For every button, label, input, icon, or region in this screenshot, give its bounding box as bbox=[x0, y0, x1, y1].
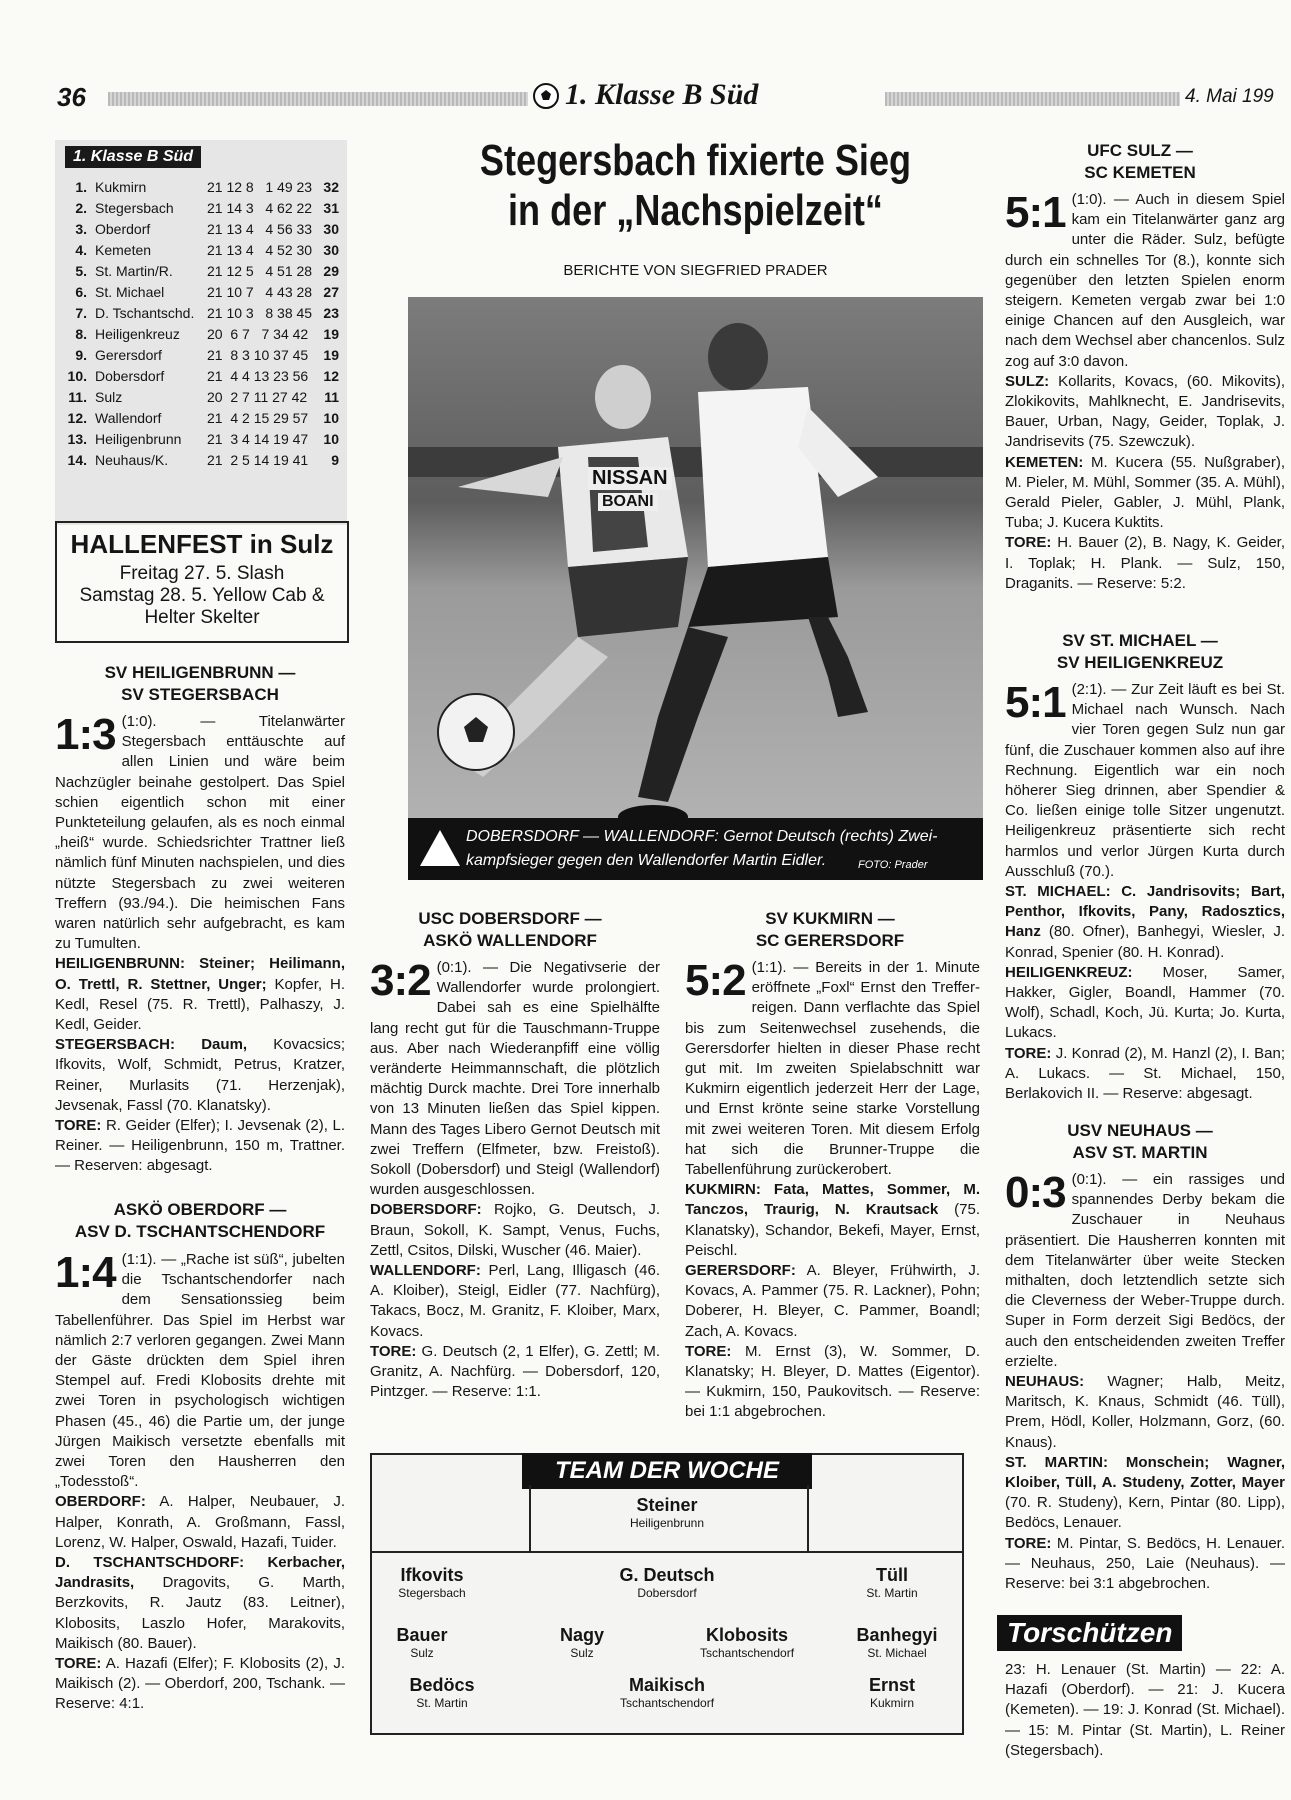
m3-goals: G. Deutsch (2, 1 Elfer), G. Zettl; M. Granitz, A. Nachfürg. — Dobersdorf, 120, Pintzger. — Reserve: 1:1. bbox=[370, 1342, 660, 1401]
caption-line2: kampfsieger gegen den Wallendorfer Martin Eidler. bbox=[466, 852, 827, 869]
m1-lineup2-bold: STEGERSBACH: Daum, bbox=[55, 1036, 248, 1054]
m1-text: (1:0). — Titelanwärter Stegersbach enttäuschte auf allen Linien und wäre beim Nachzügler beinahe gestolpert. Das Spiel schien eigentlich schon mit einer Punkteteilung gelaufen, als es noch einmal „heiß“ wurde. Schiedsrichter Trattner ließ nämlich fünf Minuten nachspielen, und dies nützte Stegersbach zu zwei weiteren Treffern (93./94.). Die heimischen Fans waren natürlich sehr aufgebracht, es kam zu Tumulten. bbox=[55, 713, 345, 953]
scorers-text: 23: H. Lenauer (St. Martin) — 22: A. Hazafi (Oberdorf). — 21: J. Kucera (Kemeten). — 19: J. Konrad (St. Michael). — 15: M. Pintar (St. Martin), L. Reiner (Stegersbach). bbox=[1005, 1661, 1285, 1759]
m1-lineup2: Kovacsics; Ifkovits, Wolf, Schmidt, Petrus, Kratzer, Reiner, Murlasits (71. Herzenjak), Jevsenak, Fassl (70. Klanatsky). bbox=[55, 1036, 345, 1114]
player-name: Bauer bbox=[396, 1625, 448, 1645]
m3-lineup2-bold: WALLENDORF: bbox=[370, 1262, 481, 1280]
table-row bbox=[65, 219, 339, 240]
team-stats: 21 13 4 4 52 30 bbox=[207, 242, 313, 258]
m1-lineup1-bold: HEILIGENBRUNN: Steiner; Heilimann, O. Trettl, R. Stettner, Unger; bbox=[55, 955, 345, 993]
m4-title2: SC GERERSDORF bbox=[755, 931, 905, 950]
player-club: Tschantschendorf bbox=[699, 1646, 795, 1660]
team-points: 30 bbox=[323, 221, 339, 237]
team-points: 10 bbox=[323, 431, 339, 447]
m1-header bbox=[55, 662, 345, 706]
m7-goals: M. Pintar, S. Bedöcs, H. Lenauer. — Neuhaus, 250, Laie (Neuhaus). — Reserve: bei 3:1 abgebrochen. bbox=[1005, 1534, 1285, 1593]
rank: 9. bbox=[75, 347, 87, 363]
player-name: Banhegyi bbox=[856, 1625, 938, 1645]
m7-title2: ASV ST. MARTIN bbox=[1072, 1143, 1208, 1162]
player-name: Maikisch bbox=[628, 1675, 706, 1695]
match-photo bbox=[408, 297, 983, 880]
rank: 11. bbox=[68, 389, 87, 405]
photo-sponsor-1: NISSAN bbox=[588, 467, 672, 490]
team-name: Kemeten bbox=[95, 242, 152, 258]
standings-title: 1. Klasse B Süd bbox=[65, 146, 201, 168]
team-name: Kukmirn bbox=[95, 179, 147, 195]
m7-article bbox=[1005, 1170, 1285, 1594]
m4-lineup2-bold: GERERSDORF: bbox=[685, 1262, 796, 1280]
m1-title2: SV STEGERSBACH bbox=[121, 685, 279, 704]
m2-article bbox=[55, 1250, 345, 1715]
m1-article bbox=[55, 712, 345, 1177]
player-club: Tschantschendorf bbox=[619, 1696, 715, 1710]
m1-lineup1: Kopfer, H. Kedl, Resel (75. R. Trettl), Palhaszy, J. Kedl, Geider. bbox=[55, 975, 345, 1034]
rank: 10. bbox=[67, 368, 87, 384]
m6-header bbox=[1005, 630, 1275, 674]
m5-title2: SC KEMETEN bbox=[1084, 163, 1196, 182]
team-name: Sulz bbox=[95, 389, 123, 405]
player-club: Stegersbach bbox=[398, 1586, 466, 1600]
player-club: St. Martin bbox=[866, 1586, 918, 1600]
m3-score: 3:2 bbox=[370, 956, 431, 1005]
m7-title1: USV NEUHAUS — bbox=[1067, 1121, 1213, 1140]
table-row bbox=[65, 450, 339, 471]
hallenfest-line2: Samstag 28. 5. Yellow Cab & bbox=[79, 585, 325, 606]
m5-goals-bold: TORE: bbox=[1005, 534, 1052, 552]
player-club: Sulz bbox=[570, 1646, 594, 1660]
m2-text: (1:1). — „Rache ist süß“, jubelten die Tschantschendorfer nach dem Sensationssieg beim Tabellenführer. Das Spiel im Herbst war nämlich 2:7 verloren gegangen. Zwei Mann der Gäste drückten dem Spiel ihren Stempel auf. Fredi Klobosits drehte mit zwei Toren in psychologisch wichtigen Phasen (45., 46) die Partie um, der junge Jürgen Maikisch versetzte ebenfalls mit zwei Toren den Hausherren den „Todesstoß“. bbox=[55, 1251, 345, 1491]
photo-caption bbox=[408, 818, 983, 880]
m5-title1: UFC SULZ — bbox=[1087, 141, 1193, 160]
headline-line2: in der „Nachspielzeit“ bbox=[508, 186, 883, 235]
m4-article bbox=[685, 958, 980, 1423]
player-name: G. Deutsch bbox=[619, 1565, 715, 1585]
header-rule-right bbox=[885, 92, 1180, 106]
player-name: Tüll bbox=[876, 1565, 908, 1585]
team-stats: 21 4 2 15 29 57 bbox=[207, 410, 309, 426]
hallenfest-title: HALLENFEST in Sulz bbox=[70, 529, 334, 559]
m7-lineup2: (70. R. Studeny), Kern, Pintar (80. Lipp), Bedöcs, Lenauer. bbox=[1005, 1494, 1285, 1532]
caption-line1: DOBERSDORF — WALLENDORF: Gernot Deutsch (rechts) Zwei- bbox=[466, 828, 938, 845]
team-points: 30 bbox=[323, 242, 339, 258]
table-row bbox=[65, 429, 339, 450]
team-points: 29 bbox=[323, 263, 339, 279]
player-name: Bedöcs bbox=[409, 1675, 475, 1695]
table-row bbox=[65, 387, 339, 408]
hallenfest-line3: Helter Skelter bbox=[144, 607, 260, 628]
m3-header bbox=[370, 908, 650, 952]
rank: 7. bbox=[75, 305, 87, 321]
team-name: Dobersdorf bbox=[95, 368, 165, 384]
m5-header bbox=[1005, 140, 1275, 184]
m7-text: (0:1). — ein rassiges und spannendes Derby bekam die Zuschauer in Neuhaus präsentiert. Die Hausherren konnten mit dem Titelanwärter über weite Stecken mithalten, doch letztendlich setzte sich die Cleverness der Weber-Truppe durch. Super in Form derzeit Sigi Bedöcs, der auch den entscheidenden zweiten Treffer erzielte. bbox=[1005, 1171, 1285, 1370]
m1-goals-bold: TORE: bbox=[55, 1117, 102, 1135]
team-points: 11 bbox=[324, 389, 339, 405]
team-name: Heiligenkreuz bbox=[95, 326, 180, 342]
team-name: Stegersbach bbox=[95, 200, 174, 216]
m7-lineup1: Wagner; Halb, Meitz, Maritsch, K. Knaus, Schmidt (46. Tüll), Prem, Hödl, Koller, Holzmann, Gorz, (60. Knaus). bbox=[1005, 1373, 1285, 1451]
m4-score: 5:2 bbox=[685, 956, 746, 1005]
m7-header bbox=[1005, 1120, 1275, 1164]
team-stats: 21 12 8 1 49 23 bbox=[207, 179, 313, 195]
scorers-title: Torschützen bbox=[997, 1615, 1182, 1651]
m5-lineup2-bold: KEMETEN: bbox=[1005, 453, 1084, 471]
byline: BERICHTE VON SIEGFRIED PRADER bbox=[563, 262, 828, 279]
m3-lineup2: Perl, Lang, Illigasch (46. A. Kloiber), Steigl, Eidler (77. Nachfürg), Takacs, Bocz, M. Granitz, F. Kloiber, Marx, Kovacs. bbox=[370, 1262, 660, 1340]
team-stats: 21 10 3 8 38 45 bbox=[207, 305, 313, 321]
headline-line1: Stegersbach fixierte Sieg bbox=[479, 136, 912, 185]
m4-header bbox=[685, 908, 975, 952]
team-points: 19 bbox=[323, 326, 339, 342]
player-name: Nagy bbox=[559, 1625, 604, 1645]
team-name: St. Martin/R. bbox=[95, 263, 173, 279]
player-name: Ernst bbox=[868, 1675, 915, 1695]
team-name: D. Tschantschd. bbox=[95, 305, 195, 321]
team-player bbox=[812, 1565, 972, 1600]
team-stats: 21 12 5 4 51 28 bbox=[207, 263, 313, 279]
m4-title1: SV KUKMIRN — bbox=[765, 909, 895, 928]
m6-text: (2:1). — Zur Zeit läuft es bei St. Michael nach Wunsch. Nach vier Toren gegen Sulz nun gar fünf, die Zuschauer kommen also auf ihre Rechnung. Eigentlich war ein noch höherer Sieg drinnen, aber Spendier & Co. ließen einige tolle Sitzer ungenutzt. Heiligenkreuz präsentierte sich recht harmlos und verlor Jürgen Kurta durch Ausschluß (70.). bbox=[1005, 681, 1285, 880]
m5-goals: H. Bauer (2), B. Nagy, K. Geider, I. Toplak; H. Plank. — Sulz, 150, Draganits. — Reserve: 5:2. bbox=[1005, 534, 1285, 592]
team-name: Gerersdorf bbox=[95, 347, 162, 363]
m4-goals-bold: TORE: bbox=[685, 1342, 732, 1360]
player-name: Klobosits bbox=[705, 1625, 788, 1645]
m3-lineup1: Rojko, G. Deutsch, J. Braun, Sokoll, K. Sampt, Venus, Fuchs, Zettl, Csitos, Dilski, Wuscher (46. Maier). bbox=[370, 1201, 660, 1259]
football-icon bbox=[532, 82, 560, 110]
team-name: St. Michael bbox=[95, 284, 165, 300]
team-stats: 21 14 3 4 62 22 bbox=[207, 200, 313, 216]
m6-lineup2: Moser, Samer, Hakker, Gigler, Boandl, Hammer (70. Wolf), Schadl, Koch, Jü. Kurta; Jo. Kurta, Lukacs. bbox=[1005, 963, 1285, 1042]
m7-lineup1-bold: NEUHAUS: bbox=[1005, 1373, 1085, 1391]
table-row bbox=[65, 198, 339, 219]
rank: 8. bbox=[75, 326, 87, 342]
m6-goals-bold: TORE: bbox=[1005, 1044, 1052, 1062]
m2-lineup2: Dragovits, G. Marth, Berzkovits, R. Jautz (83. Leitner), Klobosits, Laszlo Hofer, Marakovits, Maikisch (80. Bauer). bbox=[55, 1574, 345, 1652]
table-row bbox=[65, 261, 339, 282]
m7-goals-bold: TORE: bbox=[1005, 1534, 1052, 1552]
table-row bbox=[65, 345, 339, 366]
table-row bbox=[65, 324, 339, 345]
team-player bbox=[502, 1625, 662, 1660]
team-stats: 21 2 5 14 19 41 bbox=[207, 452, 309, 468]
m5-score: 5:1 bbox=[1005, 188, 1066, 237]
m3-article bbox=[370, 958, 660, 1402]
standings-table bbox=[55, 140, 347, 525]
m6-lineup1-bold: ST. MICHAEL: C. Jandrisovits; Bart, Penthor, Ifkovits, Pany, Radosztics, Hanz bbox=[1005, 883, 1285, 941]
rank: 13. bbox=[67, 431, 87, 447]
team-points: 9 bbox=[331, 452, 339, 468]
team-stats: 20 6 7 7 34 42 bbox=[207, 326, 309, 342]
team-stats: 21 8 3 10 37 45 bbox=[207, 347, 309, 363]
player-club: Kukmirn bbox=[869, 1696, 914, 1710]
team-name: Neuhaus/K. bbox=[95, 452, 169, 468]
hallenfest-line1: Freitag 27. 5. Slash bbox=[119, 563, 285, 584]
m5-lineup1: Kollarits, Kovacs, (60. Mikovits), Zlokikovits, Mahlknecht, E. Jandrisevits, Bauer, Urban, Nagy, Geider, Toplak, J. Jandrisevits (75. Szewczuk). bbox=[1005, 372, 1285, 451]
m4-text: (1:1). — Bereits in der 1. Minute eröffnete „Foxl“ Ernst den Trefferreigen. Dann verflachte das Spiel bis zum Seitenwechsel zusehends, die Gerersdorfer hielten in dieser Phase recht gut mit. Im zweiten Spielabschnitt war Kukmirn eigentlich jederzeit Herr der Lage, und Ernst krönte seine starke Vorstellung mit zwei weiteren Toren. Mit diesem Erfolg hat sich die Brunner-Truppe die Tabellenführung zurückerobert. bbox=[685, 959, 980, 1179]
issue-date: 4. Mai 199 bbox=[1185, 86, 1274, 107]
m7-lineup2-bold: ST. MARTIN: Monschein; Wagner, Kloiber, Tüll, A. Studeny, Zotter, Mayer bbox=[1005, 1453, 1285, 1492]
m7-score: 0:3 bbox=[1005, 1168, 1066, 1217]
table-row bbox=[65, 366, 339, 387]
team-points: 31 bbox=[323, 200, 339, 216]
m2-lineup2-bold: D. TSCHANTSCHDORF: Kerbacher, Jandrasits, bbox=[55, 1554, 345, 1592]
m2-lineup1: A. Halper, Neubauer, J. Halper, Konrath, A. Großmann, Fassl, Lorenz, W. Halper, Oswald, Hazafi, Tuider. bbox=[55, 1493, 345, 1551]
m6-score: 5:1 bbox=[1005, 678, 1066, 727]
header-rule-left bbox=[108, 92, 528, 106]
m5-article bbox=[1005, 190, 1285, 594]
team-player bbox=[667, 1625, 827, 1660]
m4-lineup2: A. Bleyer, Frühwirth, J. Kovacs, A. Pammer (75. R. Lackner), Pohn; Doberer, H. Bleyer, C. Pammer, Boandl; Zach, A. Kovacs. bbox=[685, 1262, 980, 1340]
table-row bbox=[65, 177, 339, 198]
rank: 12. bbox=[67, 410, 87, 426]
rank: 5. bbox=[75, 263, 87, 279]
player-name: Ifkovits bbox=[400, 1565, 464, 1585]
team-points: 10 bbox=[323, 410, 339, 426]
team-player bbox=[587, 1565, 747, 1600]
m3-text: (0:1). — Die Negativserie der Wallendorfer wurde prolongiert. Dabei sah es eine Spielhälfte lang recht gut für die Tauschmann-Truppe aus. Aber nach Wiederanpfiff eine völlig veränderte Heimmannschaft, die plötzlich mächtig Durck machte. Drei Tore innerhalb von 13 Minuten ließen das Spiel kippen. Mann des Tages Libero Gernot Deutsch mit zwei Treffern (Elfmeter, bzw. Freistoß). Sokoll (Dobersdorf) und Steigl (Wallendorf) wurden ausgeschlossen. bbox=[370, 959, 660, 1199]
m4-goals: M. Ernst (3), W. Sommer, D. Klanatsky; H. Bleyer, D. Mattes (Eigentor). — Kukmirn, 150, Paukovitsch. — Reserve: bei 1:1 abgebrochen. bbox=[685, 1342, 980, 1421]
team-name: Wallendorf bbox=[95, 410, 162, 426]
team-points: 12 bbox=[323, 368, 339, 384]
caption-credit: FOTO: Prader bbox=[858, 859, 928, 871]
page-number: 36 bbox=[57, 82, 86, 112]
m2-header bbox=[55, 1199, 345, 1243]
m3-title1: USC DOBERSDORF — bbox=[418, 909, 602, 928]
table-row bbox=[65, 282, 339, 303]
team-stats: 21 13 4 4 56 33 bbox=[207, 221, 313, 237]
m1-goals: R. Geider (Elfer); I. Jevsenak (2), L. Reiner. — Heiligenbrunn, 150 m, Trattner. — Reserven: abgesagt. bbox=[55, 1117, 345, 1175]
team-points: 32 bbox=[323, 179, 339, 195]
box-line bbox=[372, 1551, 962, 1553]
rank: 2. bbox=[75, 200, 87, 216]
team-stats: 20 2 7 11 27 42 bbox=[207, 389, 308, 405]
rank: 4. bbox=[75, 242, 87, 258]
rank: 3. bbox=[75, 221, 87, 237]
rank: 14. bbox=[67, 452, 87, 468]
m5-text: (1:0). — Auch in diesem Spiel kam ein Titelanwärter ganz arg unter die Räder. Sulz, befügte durch ein schnelles Tor (8.), konnte sich gegenüber den letzten Spielen enorm steigern. Kemeten vergab zwar bei 1:0 einige Chancen auf den Ausgleich, war nach dem Wechsel aber chancenlos. Sulz zog auf 3:0 davon. bbox=[1005, 191, 1285, 370]
photo-sponsor-2: BOANI bbox=[598, 493, 658, 511]
m6-title2: SV HEILIGENKREUZ bbox=[1056, 653, 1224, 672]
player-club: St. Michael bbox=[867, 1646, 927, 1660]
player-club: Heiligenbrunn bbox=[629, 1516, 705, 1530]
m2-title2: ASV D. TSCHANTSCHENDORF bbox=[74, 1222, 326, 1241]
team-player bbox=[352, 1565, 512, 1600]
player-club: Sulz bbox=[410, 1646, 434, 1660]
team-points: 19 bbox=[323, 347, 339, 363]
team-points: 23 bbox=[323, 305, 339, 321]
team-player bbox=[812, 1675, 972, 1710]
player-club: St. Martin bbox=[416, 1696, 468, 1710]
m2-lineup1-bold: OBERDORF: bbox=[55, 1493, 146, 1511]
team-player bbox=[342, 1625, 502, 1660]
rank: 6. bbox=[75, 284, 87, 300]
team-name: Heiligenbrunn bbox=[95, 431, 182, 447]
team-stats: 21 3 4 14 19 47 bbox=[207, 431, 309, 447]
m1-title1: SV HEILIGENBRUNN — bbox=[104, 663, 296, 682]
m4-lineup1-bold: KUKMIRN: Fata, Mattes, Sommer, M. Tanczos, Traurig, N. Krautsack bbox=[685, 1181, 980, 1219]
caption-triangle-icon bbox=[420, 830, 460, 866]
team-player bbox=[587, 1675, 747, 1710]
m6-lineup2-bold: HEILIGENKREUZ: bbox=[1005, 963, 1133, 981]
table-row bbox=[65, 303, 339, 324]
m2-goals-bold: TORE: bbox=[55, 1655, 102, 1673]
team-title: TEAM DER WOCHE bbox=[522, 1453, 812, 1489]
team-of-week bbox=[370, 1453, 964, 1735]
table-row bbox=[65, 240, 339, 261]
team-player bbox=[817, 1625, 977, 1660]
player-club: Dobersdorf bbox=[637, 1586, 697, 1600]
m6-goals: J. Konrad (2), M. Hanzl (2), I. Ban; A. Lukacs. — St. Michael, 150, Berlakovich II. — Reserve: abgesagt. bbox=[1005, 1044, 1285, 1103]
m2-score: 1:4 bbox=[55, 1248, 116, 1297]
team-name: Oberdorf bbox=[95, 221, 151, 237]
team-points: 27 bbox=[323, 284, 339, 300]
m1-score: 1:3 bbox=[55, 710, 116, 759]
m5-lineup1-bold: SULZ: bbox=[1005, 372, 1050, 390]
m3-title2: ASKÖ WALLENDORF bbox=[423, 931, 597, 950]
hallenfest-ad bbox=[55, 521, 349, 643]
table-row bbox=[65, 408, 339, 429]
section-title: 1. Klasse B Süd bbox=[565, 78, 759, 111]
team-player bbox=[362, 1675, 522, 1710]
player-name: Steiner bbox=[636, 1495, 698, 1515]
m3-lineup1-bold: DOBERSDORF: bbox=[370, 1201, 482, 1219]
team-player bbox=[587, 1495, 747, 1530]
m5-lineup2: M. Kucera (55. Nußgraber), M. Pieler, M. Mühl, Sommer (35. A. Mühl), Gerald Pieler, Gabler, J. Mühl, Plank, Tuba; J. Kucera Kuktits. bbox=[1005, 453, 1285, 532]
team-stats: 21 4 4 13 23 56 bbox=[207, 368, 309, 384]
m2-goals: A. Hazafi (Elfer); F. Klobosits (2), J. Maikisch (2). — Oberdorf, 200, Tschank. — Reserve: 4:1. bbox=[55, 1655, 345, 1713]
m6-title1: SV ST. MICHAEL — bbox=[1062, 631, 1218, 650]
team-stats: 21 10 7 4 43 28 bbox=[207, 284, 313, 300]
m3-goals-bold: TORE: bbox=[370, 1342, 417, 1360]
m6-lineup1: (80. Ofner), Banhegyi, Wiesler, J. Konrad, Spenier (80. H. Konrad). bbox=[1005, 923, 1285, 961]
m6-article bbox=[1005, 680, 1285, 1104]
m4-lineup1: (75. Klanatsky), Schandor, Bekefi, Mayer, Ernst, Peischl. bbox=[685, 1201, 981, 1259]
m2-title1: ASKÖ OBERDORF — bbox=[113, 1200, 287, 1219]
rank: 1. bbox=[75, 179, 87, 195]
